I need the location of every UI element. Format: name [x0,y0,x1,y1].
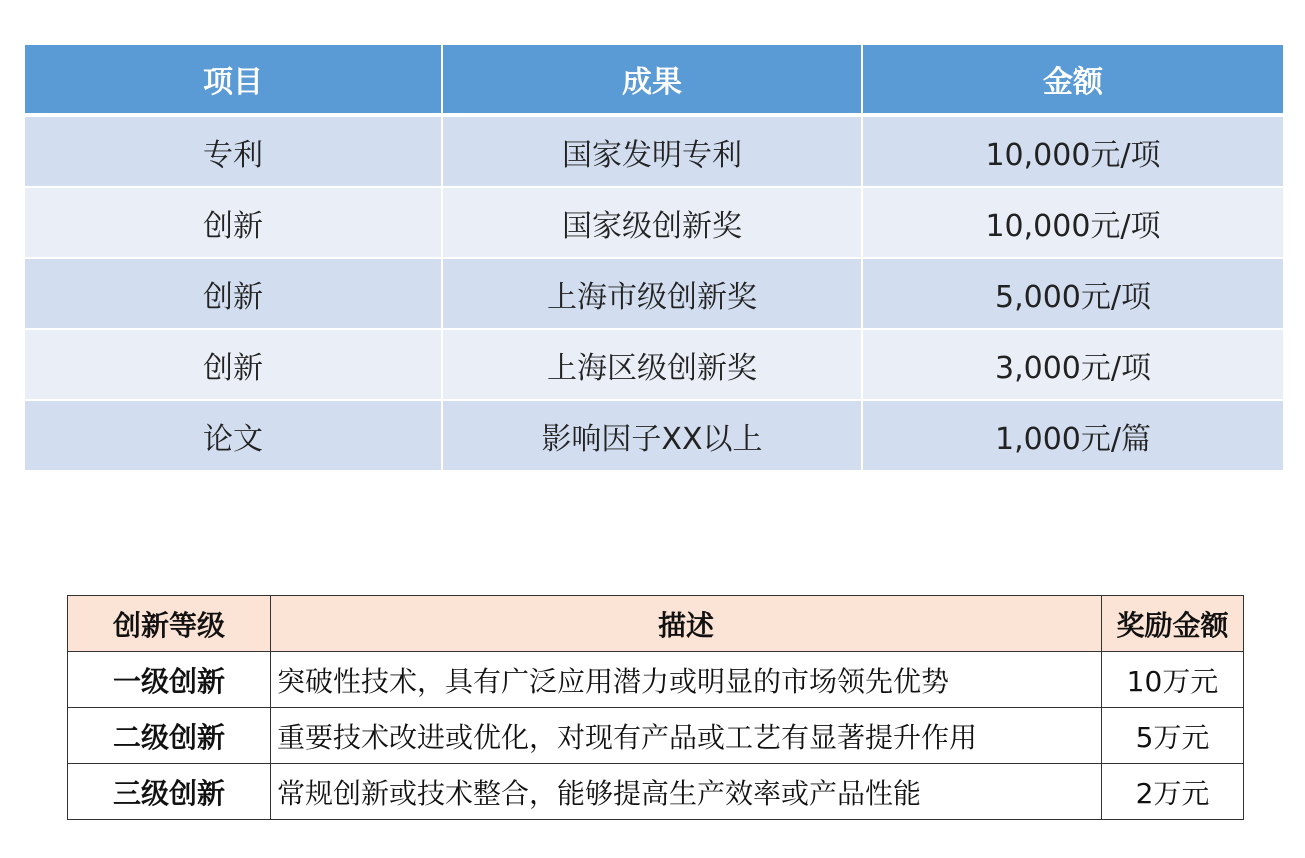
cell-description: 突破性技术，具有广泛应用潜力或明显的市场领先优势 [271,652,1102,708]
cell-achievement: 上海区级创新奖 [443,330,863,401]
cell-level: 二级创新 [68,708,271,764]
table-row [68,652,1244,708]
table-row [68,764,1244,820]
cell-amount: 5,000元/项 [863,259,1283,330]
cell-reward: 5万元 [1102,708,1244,764]
cell-item: 创新 [25,188,443,259]
cell-item: 创新 [25,330,443,401]
cell-item: 专利 [25,117,443,188]
table-row [25,117,1283,188]
table-header-row [68,596,1244,652]
header-description: 描述 [271,596,1102,652]
table-row [25,401,1283,470]
table-header-row [25,45,1283,117]
table-row [25,259,1283,330]
reward-table [25,45,1283,470]
header-achievement: 成果 [443,45,863,117]
innovation-level-table [67,595,1244,820]
cell-level: 一级创新 [68,652,271,708]
cell-reward: 10万元 [1102,652,1244,708]
cell-description: 重要技术改进或优化，对现有产品或工艺有显著提升作用 [271,708,1102,764]
cell-reward: 2万元 [1102,764,1244,820]
cell-description: 常规创新或技术整合，能够提高生产效率或产品性能 [271,764,1102,820]
header-item: 项目 [25,45,443,117]
cell-achievement: 国家级创新奖 [443,188,863,259]
cell-amount: 10,000元/项 [863,188,1283,259]
header-innovation-level: 创新等级 [68,596,271,652]
table-row [25,188,1283,259]
cell-amount: 10,000元/项 [863,117,1283,188]
cell-amount: 3,000元/项 [863,330,1283,401]
cell-item: 创新 [25,259,443,330]
header-amount: 金额 [863,45,1283,117]
header-reward-amount: 奖励金额 [1102,596,1244,652]
table-row [25,330,1283,401]
cell-achievement: 影响因子XX以上 [443,401,863,470]
table-row [68,708,1244,764]
cell-achievement: 国家发明专利 [443,117,863,188]
cell-amount: 1,000元/篇 [863,401,1283,470]
cell-level: 三级创新 [68,764,271,820]
cell-achievement: 上海市级创新奖 [443,259,863,330]
cell-item: 论文 [25,401,443,470]
